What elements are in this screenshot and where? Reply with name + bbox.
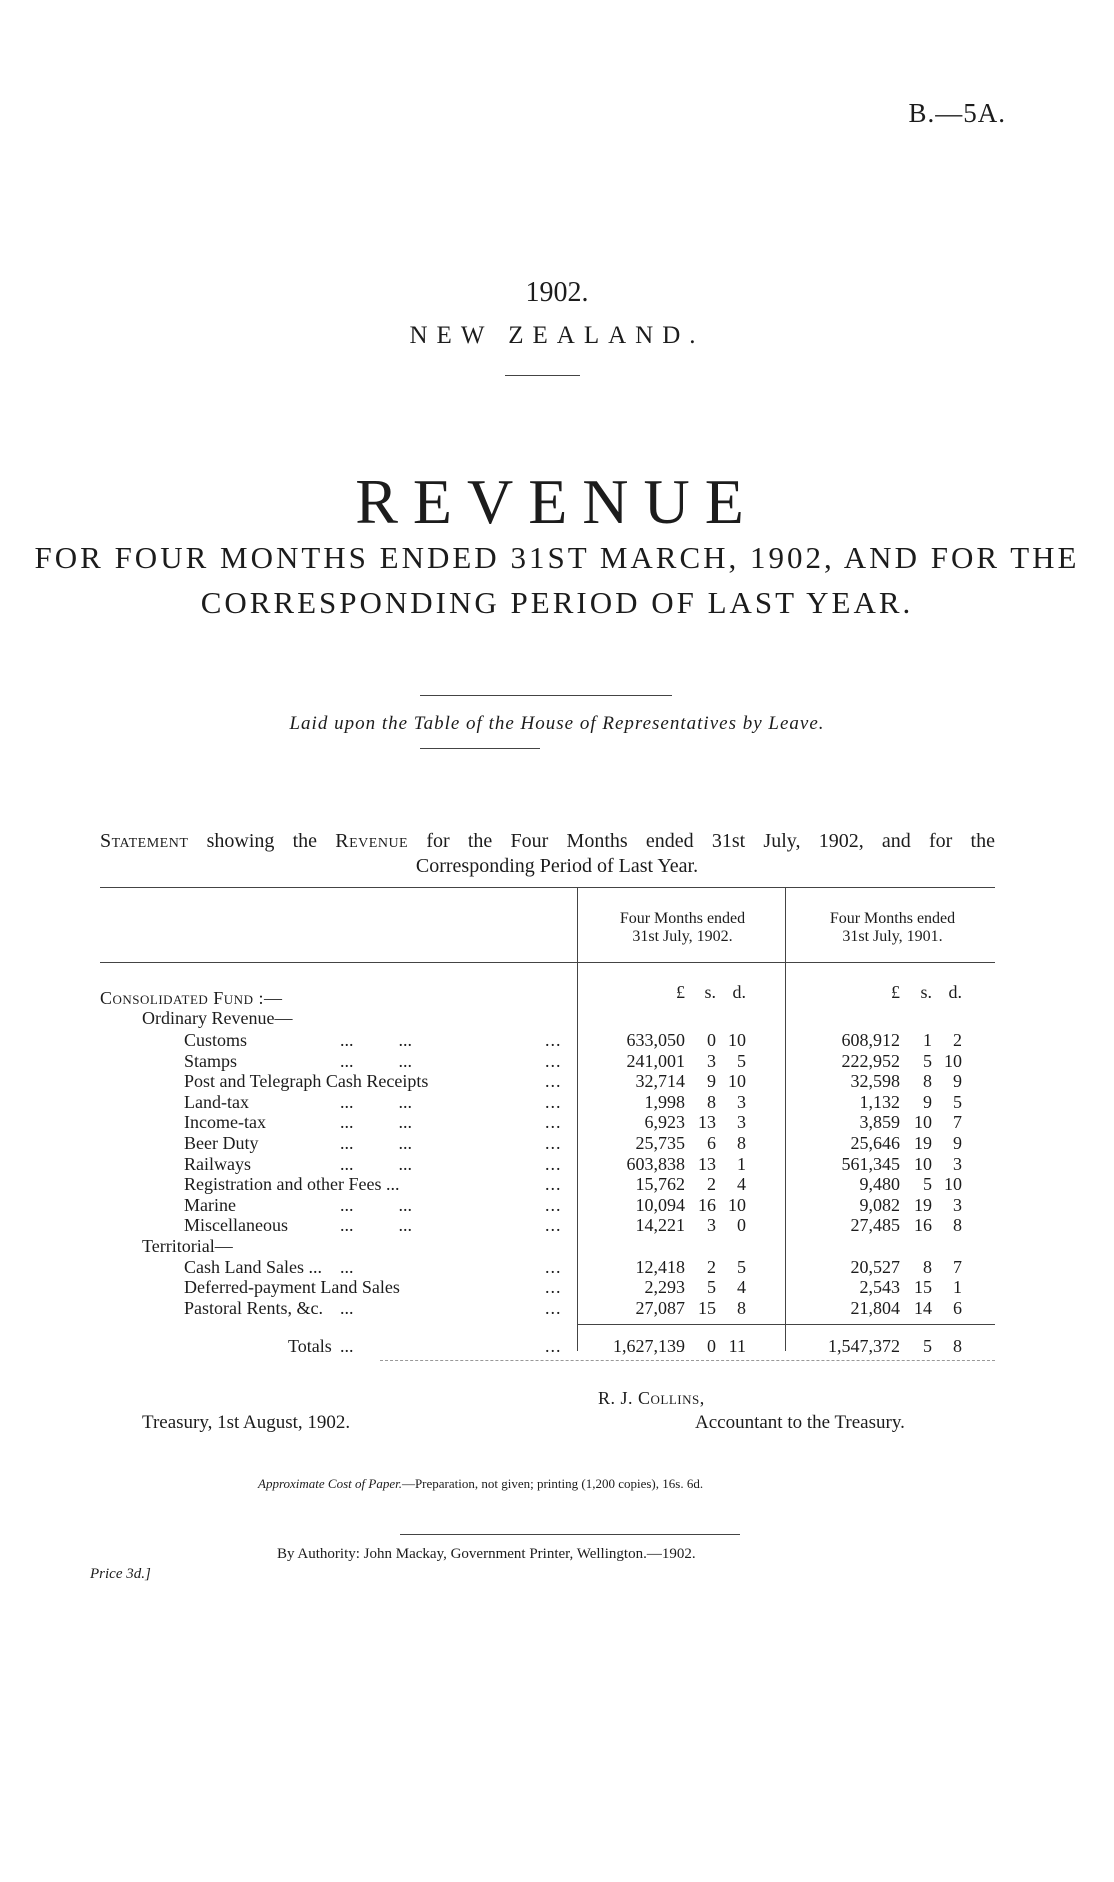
pence-1901: 7 — [953, 1256, 962, 1277]
pence-1902: 8 — [737, 1297, 746, 1318]
pounds-1902: 2,293 — [644, 1277, 685, 1298]
table-head-rule — [100, 962, 995, 963]
pounds-1902: 14,221 — [635, 1215, 685, 1236]
leader-dots: ... ... — [340, 1112, 412, 1133]
page-title: REVENUE — [355, 466, 759, 537]
pounds-1902: 603,838 — [626, 1153, 685, 1174]
shillings-1901: 5 — [923, 1050, 932, 1071]
table-row — [0, 1092, 1114, 1112]
pence-1902: 5 — [737, 1050, 746, 1071]
pence-sign: d. — [732, 982, 746, 1002]
statement-line-1 — [100, 830, 995, 853]
pounds-1901: 32,598 — [850, 1071, 900, 1092]
leader-dots: ... ... — [340, 1091, 412, 1112]
shillings-1902: 13 — [698, 1153, 716, 1174]
leader-dots: ... — [545, 1194, 562, 1215]
revenue-word: Revenue — [335, 830, 409, 852]
column-head-line: Four Months ended — [829, 910, 956, 927]
leader-dots: ... ... — [340, 1050, 412, 1071]
pounds-1901: 20,527 — [850, 1256, 900, 1277]
table-row — [0, 1112, 1114, 1132]
shillings-1902: 2 — [707, 1174, 716, 1195]
pounds-1902: 32,714 — [635, 1071, 685, 1092]
signer-name: R. J. Collins, — [598, 1388, 705, 1408]
pence-sign: d. — [948, 982, 962, 1002]
shillings-1901: 15 — [914, 1277, 932, 1298]
leader-dots: ... ... — [340, 1030, 412, 1050]
shillings-1902: 13 — [698, 1112, 716, 1133]
pounds-1902: 25,735 — [635, 1133, 685, 1153]
leader-dots: ... — [545, 1091, 562, 1112]
shillings-1902: 0 — [707, 1336, 716, 1356]
totals-row — [0, 1336, 1114, 1356]
pence-1902: 1 — [737, 1153, 746, 1174]
pence-1902: 4 — [737, 1277, 746, 1298]
statement-text: for the Four Months ended 31st July, 1902, and for the — [408, 830, 995, 852]
country-heading: NEW ZEALAND. — [409, 322, 705, 349]
totals-rule — [577, 1324, 995, 1325]
pounds-1901: 222,952 — [841, 1050, 900, 1071]
leader-dots: ... — [340, 1336, 354, 1356]
table-row — [0, 1195, 1114, 1215]
row-label: Totals — [288, 1336, 332, 1356]
group-label: Ordinary Revenue— — [142, 1008, 293, 1028]
pence-1902: 10 — [728, 1194, 746, 1215]
shillings-1901: 9 — [923, 1091, 932, 1112]
row-label: Cash Land Sales ... — [184, 1256, 322, 1277]
year-heading: 1902. — [525, 277, 589, 308]
pence-1901: 10 — [944, 1050, 962, 1071]
shillings-1902: 16 — [698, 1194, 716, 1215]
row-label: Stamps — [184, 1050, 238, 1071]
row-label: Marine — [184, 1194, 236, 1215]
pounds-1901: 2,543 — [859, 1277, 900, 1298]
shillings-1902: 15 — [698, 1297, 716, 1318]
shillings-1902: 8 — [707, 1091, 716, 1112]
pounds-1901: 21,804 — [850, 1297, 900, 1318]
pounds-1901: 1,132 — [859, 1091, 900, 1112]
pounds-1902: 27,087 — [635, 1297, 685, 1318]
dateline: Treasury, 1st August, 1902. — [142, 1412, 351, 1433]
subtitle-line-1: FOR FOUR MONTHS ENDED 31ST MARCH, 1902, AND FOR THE — [34, 540, 1080, 575]
table-row — [0, 1133, 1114, 1153]
column-head-line: Four Months ended — [619, 910, 746, 927]
leader-dots: ... — [545, 1215, 562, 1236]
leader-dots: ... — [545, 1030, 562, 1050]
laid-upon-note: Laid upon the Table of the House of Representatives by Leave. — [289, 713, 825, 734]
shillings-1901: 10 — [914, 1153, 932, 1174]
price: Price 3d.] — [90, 1566, 151, 1582]
row-label: Railways — [184, 1153, 251, 1174]
pounds-1902: 15,762 — [635, 1174, 685, 1195]
shillings-1901: 19 — [914, 1194, 932, 1215]
table-row — [0, 1051, 1114, 1071]
pounds-1902: 10,094 — [635, 1194, 685, 1215]
divider — [505, 375, 580, 376]
divider — [420, 695, 672, 696]
column-head-1902 — [580, 910, 785, 946]
leader-dots: ... — [545, 1277, 562, 1298]
row-label: Miscellaneous — [184, 1215, 288, 1236]
leader-dots: ... ... — [340, 1133, 412, 1153]
table-row — [0, 1030, 1114, 1050]
printer-imprint: By Authority: John Mackay, Government Printer, Wellington.—1902. — [277, 1546, 696, 1562]
row-label: Land-tax — [184, 1091, 249, 1112]
row-label: Deferred-payment Land Sales — [184, 1277, 400, 1298]
shilling-sign: s. — [920, 982, 932, 1002]
group-heading — [0, 1008, 1114, 1028]
pence-1902: 11 — [728, 1336, 746, 1356]
shillings-1902: 0 — [707, 1030, 716, 1050]
shillings-1902: 3 — [707, 1050, 716, 1071]
pence-1902: 8 — [737, 1133, 746, 1153]
pence-1901: 6 — [953, 1297, 962, 1318]
pence-1901: 3 — [953, 1153, 962, 1174]
leader-dots: ... ... — [340, 1215, 412, 1236]
shillings-1901: 16 — [914, 1215, 932, 1236]
statement-line-2: Corresponding Period of Last Year. — [415, 855, 699, 877]
section-heading — [0, 988, 1114, 1008]
pound-sign: £ — [676, 982, 685, 1002]
pounds-1902: 1,998 — [644, 1091, 685, 1112]
table-row — [0, 1215, 1114, 1235]
shillings-1901: 14 — [914, 1297, 932, 1318]
section-label: Consolidated Fund :— — [100, 988, 283, 1008]
shilling-sign: s. — [704, 982, 716, 1002]
leader-dots: ... — [545, 1256, 562, 1277]
group-label: Territorial— — [142, 1236, 233, 1256]
divider — [420, 748, 540, 749]
shillings-1901: 5 — [923, 1336, 932, 1356]
table-row — [0, 1298, 1114, 1318]
signer-title: Accountant to the Treasury. — [695, 1412, 905, 1433]
shillings-1902: 5 — [707, 1277, 716, 1298]
pounds-1901: 9,480 — [859, 1174, 900, 1195]
table-row — [0, 1174, 1114, 1194]
row-label: Customs — [184, 1030, 248, 1050]
pounds-1902: 633,050 — [626, 1030, 685, 1050]
leader-dots: ... — [340, 1256, 354, 1277]
divider — [400, 1534, 740, 1535]
pounds-1901: 1,547,372 — [828, 1336, 900, 1356]
pounds-1901: 25,646 — [850, 1133, 900, 1153]
pence-1901: 2 — [953, 1030, 962, 1050]
leader-dots: ... — [545, 1112, 562, 1133]
cost-label: Approximate Cost of Paper. — [258, 1476, 402, 1491]
shillings-1902: 3 — [707, 1215, 716, 1236]
pounds-1902: 241,001 — [626, 1050, 685, 1071]
leader-dots: ... — [545, 1050, 562, 1071]
shillings-1902: 9 — [707, 1071, 716, 1092]
pence-1901: 9 — [953, 1133, 962, 1153]
pence-1901: 3 — [953, 1194, 962, 1215]
leader-dots: ... — [545, 1153, 562, 1174]
pence-1901: 1 — [953, 1277, 962, 1298]
pence-1902: 4 — [737, 1174, 746, 1195]
pounds-1902: 6,923 — [644, 1112, 685, 1133]
leader-dots: ... — [340, 1297, 354, 1318]
shillings-1901: 5 — [923, 1174, 932, 1195]
statement-word: Statement — [100, 830, 189, 852]
leader-dots: ... — [545, 1297, 562, 1318]
document-reference: B.—5A. — [908, 98, 1006, 128]
row-label: Income-tax — [184, 1112, 266, 1133]
row-label: Registration and other Fees ... — [184, 1174, 400, 1195]
pounds-1901: 9,082 — [859, 1194, 900, 1215]
pounds-1901: 608,912 — [841, 1030, 900, 1050]
pence-1902: 5 — [737, 1256, 746, 1277]
table-top-rule — [100, 887, 995, 888]
pounds-1901: 27,485 — [850, 1215, 900, 1236]
shillings-1902: 2 — [707, 1256, 716, 1277]
shillings-1901: 8 — [923, 1256, 932, 1277]
shillings-1902: 6 — [707, 1133, 716, 1153]
group-heading — [0, 1236, 1114, 1256]
table-row — [0, 1277, 1114, 1297]
pence-1902: 3 — [737, 1091, 746, 1112]
leader-dots: ... — [545, 1133, 562, 1153]
leader-dots: ... ... — [340, 1194, 412, 1215]
table-bottom-rule — [380, 1360, 995, 1361]
column-head-line: 31st July, 1902. — [632, 928, 733, 945]
row-label: Beer Duty — [184, 1133, 259, 1153]
pence-1901: 8 — [953, 1336, 962, 1356]
leader-dots: ... — [545, 1071, 562, 1092]
cost-text: —Preparation, not given; printing (1,200 copies), 16s. 6d. — [401, 1476, 704, 1491]
column-head-line: 31st July, 1901. — [842, 928, 943, 945]
table-row — [0, 1071, 1114, 1091]
pounds-1902: 12,418 — [635, 1256, 685, 1277]
pounds-1901: 561,345 — [841, 1153, 900, 1174]
leader-dots: ... ... — [340, 1153, 412, 1174]
shillings-1901: 19 — [914, 1133, 932, 1153]
leader-dots: ... — [545, 1174, 562, 1195]
column-head-1901 — [790, 910, 995, 946]
shillings-1901: 10 — [914, 1112, 932, 1133]
pound-sign: £ — [891, 982, 900, 1002]
pence-1902: 10 — [728, 1030, 746, 1050]
pence-1902: 0 — [737, 1215, 746, 1236]
shillings-1901: 8 — [923, 1071, 932, 1092]
pence-1902: 3 — [737, 1112, 746, 1133]
pence-1901: 7 — [953, 1112, 962, 1133]
subtitle-line-2: CORRESPONDING PERIOD OF LAST YEAR. — [200, 585, 914, 620]
pence-1901: 5 — [953, 1091, 962, 1112]
shillings-1901: 1 — [923, 1030, 932, 1050]
pounds-1901: 3,859 — [859, 1112, 900, 1133]
leader-dots: ... — [545, 1336, 562, 1356]
row-label: Pastoral Rents, &c. — [184, 1297, 323, 1318]
table-row — [0, 1257, 1114, 1277]
pounds-1902: 1,627,139 — [613, 1336, 685, 1356]
pence-1901: 8 — [953, 1215, 962, 1236]
pence-1901: 10 — [944, 1174, 962, 1195]
statement-text: showing the — [188, 830, 336, 852]
pence-1901: 9 — [953, 1071, 962, 1092]
row-label: Post and Telegraph Cash Receipts — [184, 1071, 429, 1092]
table-row — [0, 1154, 1114, 1174]
pence-1902: 10 — [728, 1071, 746, 1092]
cost-note — [258, 1476, 703, 1492]
